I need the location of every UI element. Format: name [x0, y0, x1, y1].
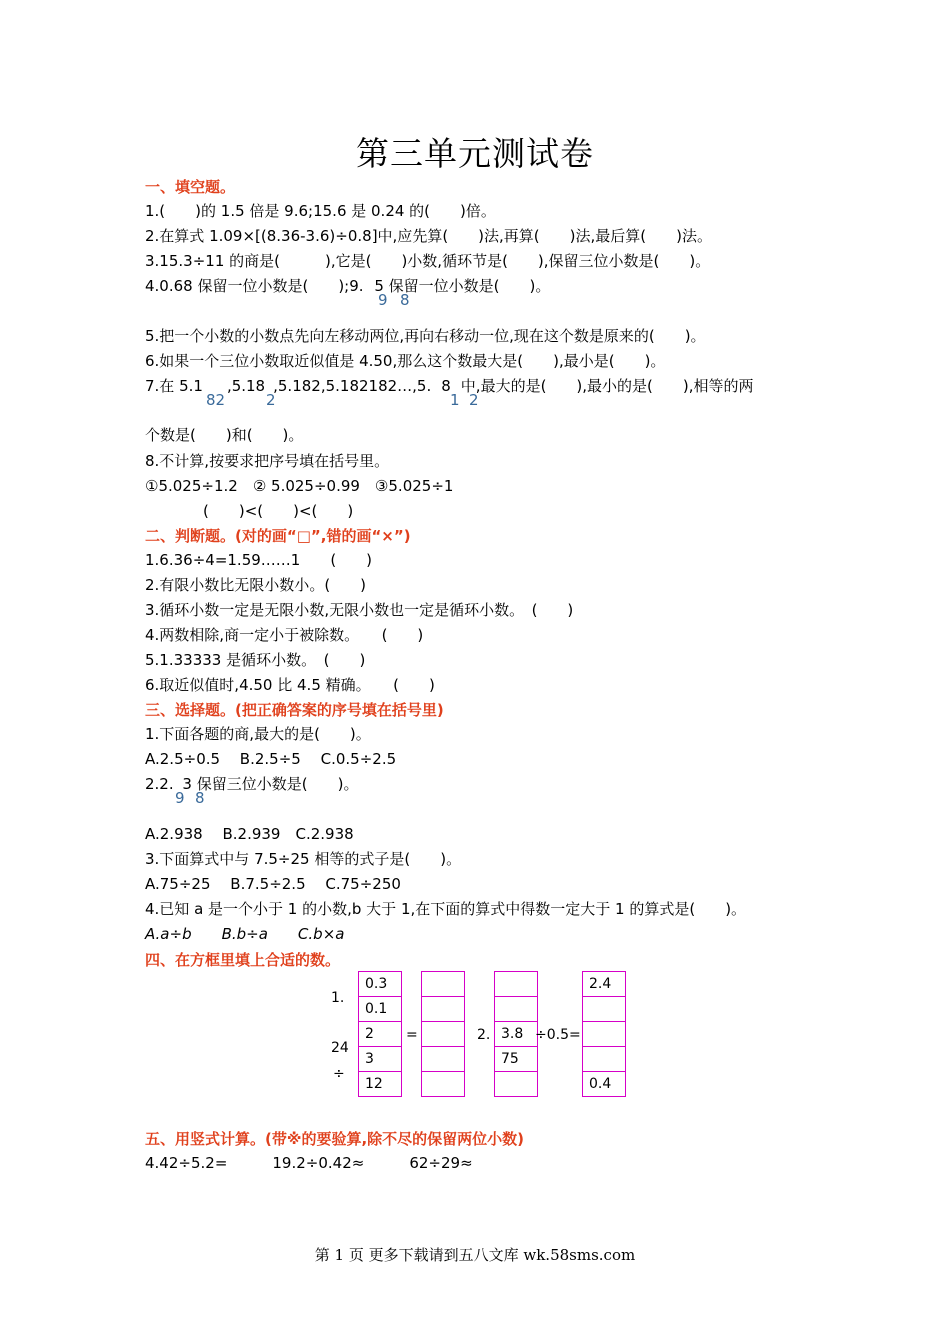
s1-question-8: 8.不计算,按要求把序号填在括号里。 — [145, 452, 390, 470]
s1-question-3: 3.15.3÷11 的商是( ),它是( )小数,循环节是( ),保留三位小数是( )。 — [145, 252, 711, 270]
s4-div-sign: ÷ — [333, 1066, 345, 1082]
s3-question-1: 1.下面各题的商,最大的是( )。 — [145, 725, 371, 743]
section-5-heading: 五、用竖式计算。(带※的要验算,除不尽的保留两位小数) — [145, 1130, 524, 1148]
q7-part-e: 中,最大的是( ),最小的是( ),相等的两 — [460, 377, 754, 395]
s3-question-1-options: A.2.5÷0.5 B.2.5÷5 C.0.5÷2.5 — [145, 750, 397, 768]
s4-table-answers-1 — [421, 971, 465, 1097]
s1-question-7-cont: 个数是( )和( )。 — [145, 426, 304, 444]
table-cell: 75 — [495, 1047, 538, 1072]
q4-part-c: 保留一位小数是( )。 — [388, 277, 551, 295]
table-cell: 12 — [359, 1072, 402, 1097]
s4-equals: = — [406, 1027, 418, 1043]
table-cell[interactable] — [495, 1072, 538, 1097]
s1-question-4 — [145, 276, 550, 296]
table-cell[interactable] — [583, 997, 626, 1022]
s3-q2-part-c: 保留三位小数是( )。 — [196, 775, 359, 793]
q4-part-b: 5 — [374, 277, 384, 295]
q7-part-d: 8 — [441, 377, 451, 395]
table-cell: 0.4 — [583, 1072, 626, 1097]
s1-question-5: 5.把一个小数的小数点先向左移动两位,再向右移动一位,现在这个数是原来的( )。 — [145, 327, 706, 345]
q7-part-b: ,5.18 — [226, 377, 266, 395]
s2-item: 1.6.36÷4=1.59……1 ( ) — [145, 551, 373, 569]
s5-items: 4.42÷5.2= 19.2÷0.42≈ 62÷29≈ — [145, 1154, 473, 1172]
q7-repeating-digits: 82 — [206, 391, 226, 409]
table-cell: 0.3 — [359, 972, 402, 997]
section-1-heading: 一、填空题。 — [145, 178, 236, 196]
answer-cell[interactable] — [422, 972, 465, 997]
s4-label-2: 2. — [477, 1027, 491, 1043]
s4-table-answers-2 — [582, 971, 626, 1097]
table-cell[interactable] — [583, 1047, 626, 1072]
answer-cell[interactable] — [422, 997, 465, 1022]
s1-question-1: 1.( )的 1.5 倍是 9.6;15.6 是 0.24 的( )倍。 — [145, 202, 496, 220]
table-cell: 2 — [359, 1022, 402, 1047]
table-cell[interactable] — [495, 997, 538, 1022]
s3-question-2-options: A.2.938 B.2.939 C.2.938 — [145, 825, 354, 843]
s2-item: 3.循环小数一定是无限小数,无限小数也一定是循环小数。 ( ) — [145, 601, 574, 619]
s3-q2-part-b: 3 — [182, 775, 192, 793]
s2-item: 5.1.33333 是循环小数。 ( ) — [145, 651, 366, 669]
section-2-heading: 二、判断题。(对的画“□”,错的画“×”) — [145, 527, 411, 545]
q7-repeating-digits: 1 — [450, 391, 460, 409]
s3-question-4-options: A.a÷b B.b÷a C.b×a — [145, 925, 345, 943]
s1-question-6: 6.如果一个三位小数取近似值是 4.50,那么这个数最大是( ),最小是( )。 — [145, 352, 666, 370]
s4-table-divisors — [494, 971, 538, 1097]
s2-item: 6.取近似值时,4.50 比 4.5 精确。 ( ) — [145, 676, 435, 694]
s1-question-8-items: ①5.025÷1.2 ② 5.025÷0.99 ③5.025÷1 — [145, 477, 454, 495]
table-cell: 0.1 — [359, 997, 402, 1022]
s4-label-24: 24 — [331, 1040, 349, 1056]
q7-part-a: 7.在 5.1 — [145, 377, 203, 395]
q4-repeating-digit: 9 — [378, 291, 388, 309]
q7-repeating-digits: 2 — [469, 391, 479, 409]
s3-question-3-options: A.75÷25 B.7.5÷2.5 C.75÷250 — [145, 875, 401, 893]
table-cell: 3 — [359, 1047, 402, 1072]
s3-q2-repeating-digit: 8 — [195, 789, 205, 807]
q4-part-a: 4.0.68 保留一位小数是( );9. — [145, 277, 364, 295]
table-cell[interactable] — [495, 972, 538, 997]
s3-q2-part-a: 2.2. — [145, 775, 174, 793]
s2-item: 4.两数相除,商一定小于被除数。 ( ) — [145, 626, 424, 644]
q4-repeating-digit: 8 — [400, 291, 410, 309]
s3-question-3: 3.下面算式中与 7.5÷25 相等的式子是( )。 — [145, 850, 462, 868]
s2-item: 2.有限小数比无限小数小。( ) — [145, 576, 367, 594]
section-3-heading: 三、选择题。(把正确答案的序号填在括号里) — [145, 701, 444, 719]
table-cell[interactable] — [583, 1022, 626, 1047]
s3-question-4: 4.已知 a 是一个小于 1 的小数,b 大于 1,在下面的算式中得数一定大于 1 的算式是( )。 — [145, 900, 747, 918]
q7-repeating-digits: 2 — [266, 391, 276, 409]
section-4-heading: 四、在方框里填上合适的数。 — [145, 951, 341, 969]
s1-question-2: 2.在算式 1.09×[(8.36-3.6)÷0.8]中,应先算( )法,再算( )法,最后算( )法。 — [145, 227, 712, 245]
s4-label-1: 1. — [331, 990, 345, 1006]
s1-question-8-order: ( )<( )<( ) — [203, 502, 354, 520]
s4-table-dividends — [358, 971, 402, 1097]
q7-part-c: ,5.182,5.182182…,5. — [273, 377, 432, 395]
answer-cell[interactable] — [422, 1022, 465, 1047]
page-title: 第三单元测试卷 — [356, 134, 594, 173]
answer-cell[interactable] — [422, 1047, 465, 1072]
page-footer: 第 1 页 更多下载请到五八文库 wk.58sms.com — [314, 1246, 636, 1264]
s3-q2-repeating-digit: 9 — [175, 789, 185, 807]
table-cell: 3.8 — [495, 1022, 538, 1047]
table-cell: 2.4 — [583, 972, 626, 997]
s4-divide-half: ÷0.5= — [535, 1027, 581, 1043]
answer-cell[interactable] — [422, 1072, 465, 1097]
